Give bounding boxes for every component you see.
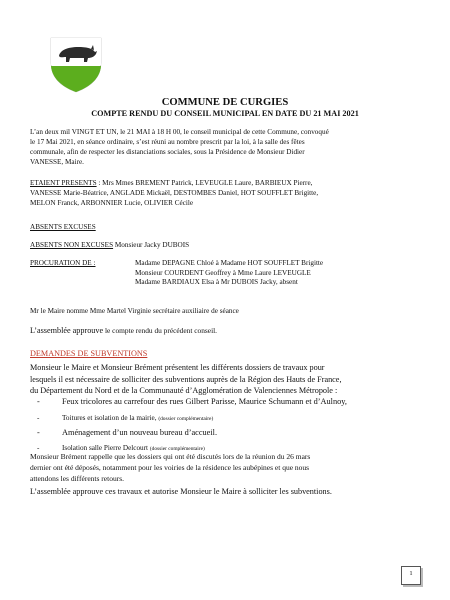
subventions-heading: DEMANDES DE SUBVENTIONS xyxy=(30,349,148,358)
recall-line-2: dernier ont été déposés, notamment pour les voiries de la résidence les aubépines et que nous xyxy=(30,463,310,472)
dash-bullet: - xyxy=(37,428,40,437)
dash-bullet: - xyxy=(37,414,40,422)
intro-line-4: VANESSE, Maire. xyxy=(30,158,84,166)
page-number: 1 xyxy=(409,570,413,577)
procuration-line: Monsieur COURDENT Geoffrey à Mme Laure LEVEUGLE xyxy=(135,268,311,277)
subventions-intro-line-2: lesquels il est nécessaire de solliciter des subventions auprès de la Région des Hauts de France, xyxy=(30,374,342,384)
dash-bullet: - xyxy=(37,444,40,452)
procuration-line: Madame BARDIAUX Elsa à Mr DUBOIS Jacky, absent xyxy=(135,278,298,286)
curgies-coat-of-arms-logo xyxy=(47,35,105,93)
list-item-text: Toitures et isolation de la mairie, xyxy=(62,414,159,422)
intro-line-2: le 17 Mai 2021, en séance ordinaire, s’est réuni au nombre prescrit par la loi, à la salle des fêtes xyxy=(30,138,305,146)
list-item xyxy=(30,428,422,444)
list-item-text: Isolation salle Pierre Delcourt xyxy=(62,444,150,452)
intro-line-1: L’an deux mil VINGT ET UN, le 21 MAI à 18 H 00, le conseil municipal de cette Commune, convoqué xyxy=(30,128,329,136)
subventions-conclusion: L’assemblée approuve ces travaux et autorise Monsieur le Maire à solliciter les subventions. xyxy=(30,487,332,496)
list-item-text: Aménagement d’un nouveau bureau d’accueil. xyxy=(62,428,218,437)
list-item-note: (dossier complémentaire) xyxy=(158,416,214,422)
approbation-lead: L’assemblée approuve xyxy=(30,326,104,335)
subventions-list xyxy=(30,397,422,458)
list-item-note: (dossier complémentaire) xyxy=(149,446,205,452)
presents-label: ETAIENT PRESENTS xyxy=(30,179,97,187)
procuration-line: Madame DEPAGNE Chloé à Madame HOT SOUFFLET Brigitte xyxy=(135,259,324,267)
page-subtitle: COMPTE RENDU DU CONSEIL MUNICIPAL EN DATE DU 21 MAI 2021 xyxy=(91,109,359,118)
presents-line-3: MELON Franck, ARBONNIER Lucie, OLIVIER Cécile xyxy=(30,199,194,207)
presents-paragraph xyxy=(30,178,422,208)
list-item xyxy=(30,414,422,428)
approbation-line xyxy=(30,326,422,336)
approbation-rest: le compte rendu du précédent conseil. xyxy=(103,326,218,335)
intro-line-3: communale, afin de respecter les distanciations sociales, sous la Présidence de Monsieur Didier xyxy=(30,148,305,156)
list-item xyxy=(30,397,422,414)
procuration-block xyxy=(30,259,422,289)
recall-line-1: Monsieur Brément rappelle que les dossiers qui ont été discutés lors de la réunion du 26 mars xyxy=(30,452,311,461)
absents-non-excuses-value: Monsieur Jacky DUBOIS xyxy=(113,241,190,249)
absents-non-excuses-label: ABSENTS NON EXCUSES xyxy=(30,241,114,249)
secretaire-line: Mr le Maire nomme Mme Martel Virginie secrétaire auxiliaire de séance xyxy=(30,307,239,315)
presents-line-1: : Mrs Mmes BREMENT Patrick, LEVEUGLE Laure, BARBIEUX Pierre, xyxy=(96,179,313,187)
list-item-text: Feux tricolores au carrefour des rues Gilbert Parisse, Maurice Schumann et d’Aulnoy, xyxy=(62,397,347,406)
subventions-recall xyxy=(30,451,422,484)
presents-line-2: VANESSE Marie-Béatrice, ANGLADE Mickaël, DESTOMBES Daniel, HOT SOUFFLET Brigitte, xyxy=(30,189,319,197)
page-number-box xyxy=(401,566,421,585)
recall-line-3: attendons les différents retours. xyxy=(30,474,125,483)
subventions-intro xyxy=(30,362,422,397)
absents-excuses-heading: ABSENTS EXCUSES xyxy=(30,223,96,231)
dash-bullet: - xyxy=(37,397,40,406)
subventions-intro-line-1: Monsieur le Maire et Monsieur Brément présentent les différents dossiers de travaux pour xyxy=(30,363,325,372)
procuration-label: PROCURATION DE : xyxy=(30,259,96,267)
page-title: COMMUNE DE CURGIES xyxy=(161,97,289,108)
subventions-intro-line-3: du Département du Nord et de la Communauté d’Agglomération de Valenciennes Métropole : xyxy=(30,386,338,395)
intro-paragraph xyxy=(30,127,422,167)
absents-non-excuses xyxy=(30,240,422,250)
